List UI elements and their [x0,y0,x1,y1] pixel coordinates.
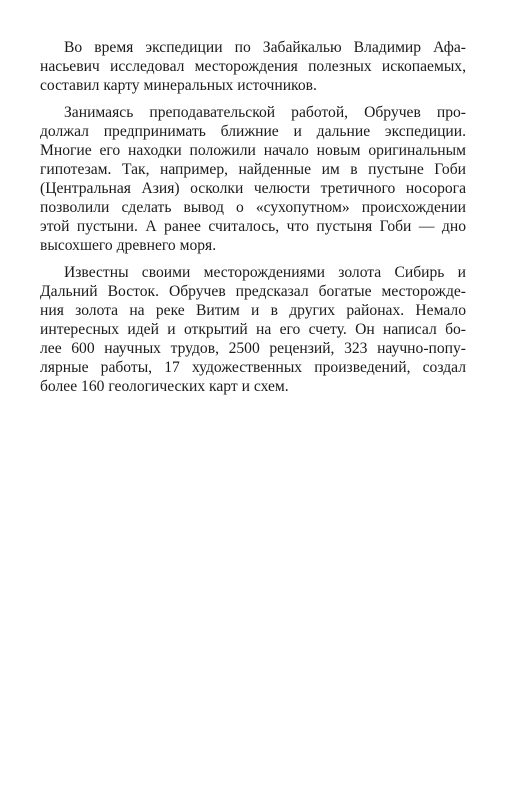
paragraph-3 [40,263,466,396]
body-text [40,38,466,404]
text-line: лярные работы, 17 художественных произведений, создал [40,359,466,376]
text-line: (Центральная Азия) осколки челюсти третичного носорога [40,180,466,197]
text-line: Дальний Восток. Обручев предсказал богатые месторожде- [40,283,466,300]
text-line: этой пустыни. А ранее считалось, что пустыня Гоби — дно [40,218,466,235]
text-line: более 160 геологических карт и схем. [40,378,289,395]
text-line: насьевич исследовал месторождения полезных ископаемых, [40,58,466,75]
text-line: позволили сделать вывод о «сухопутном» происхождении [40,199,466,216]
text-line: составил карту минеральных источников. [40,77,317,94]
text-line: гипотезам. Так, например, найденные им в пустыне Гоби [40,161,466,178]
paragraph-2 [40,103,466,255]
text-line: высохшего древнего моря. [40,237,217,254]
text-line: интересных идей и открытий на его счету. Он написал бо- [40,321,466,338]
text-line: должал предпринимать ближние и дальние экспедиции. [40,123,466,140]
text-line: Известны своими месторождениями золота Сибирь и [64,264,466,281]
text-line: лее 600 научных трудов, 2500 рецензий, 323 научно-попу- [40,340,466,357]
text-line: Во время экспедиции по Забайкалью Владимир Афа- [64,39,466,56]
paragraph-1 [40,38,466,95]
text-line: Многие его находки положили начало новым оригинальным [40,142,466,159]
text-line: ния золота на реке Витим и в других районах. Немало [40,302,466,319]
text-line: Занимаясь преподавательской работой, Обручев про- [64,104,466,121]
